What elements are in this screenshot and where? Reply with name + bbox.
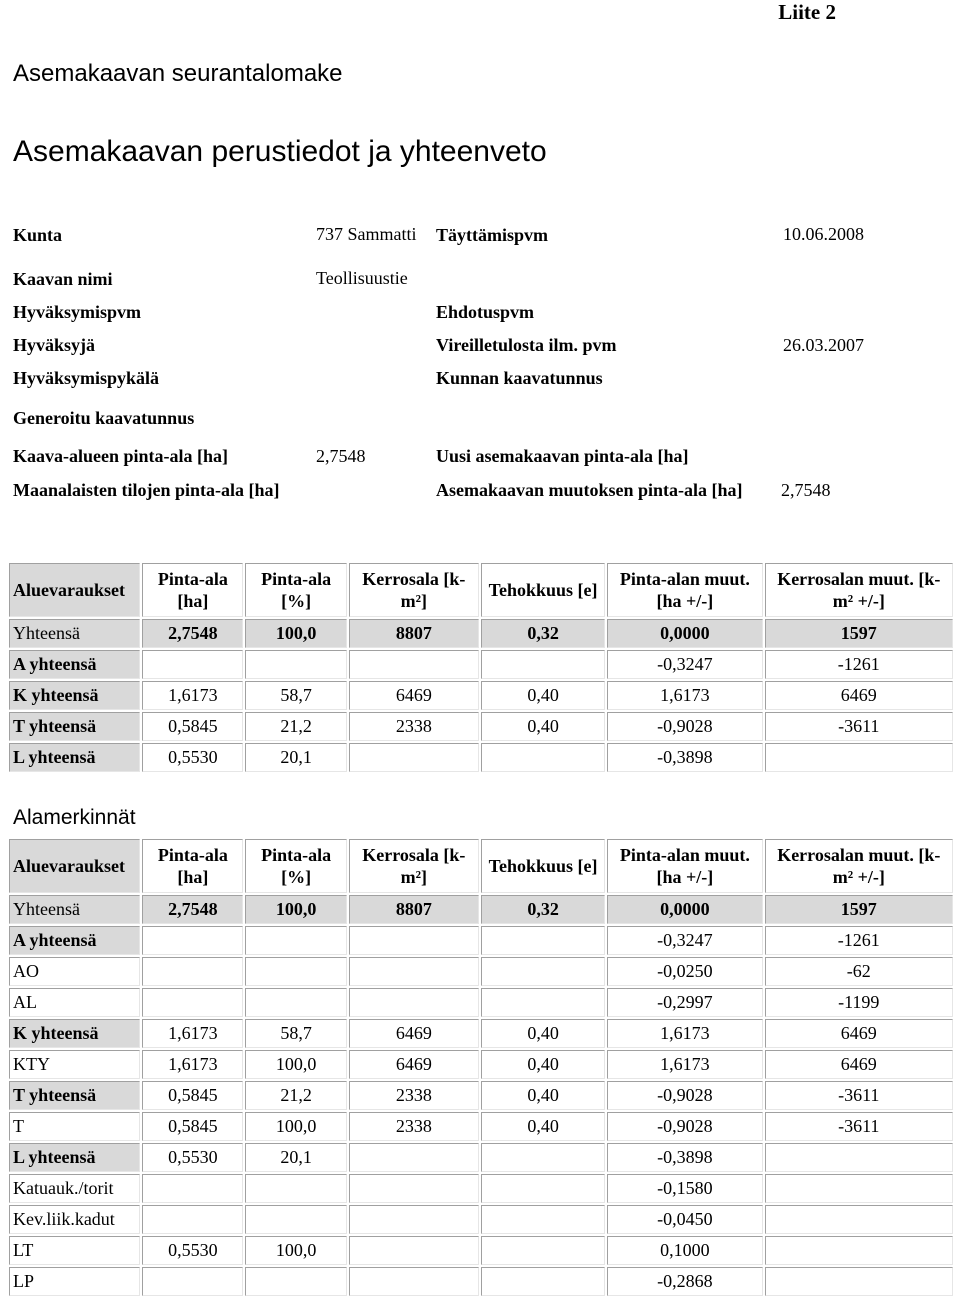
table-cell: 100,0 — [245, 895, 346, 924]
form-title: Asemakaavan seurantalomake — [13, 60, 343, 87]
table-cell: 6469 — [349, 681, 479, 710]
table-row — [9, 1019, 953, 1048]
table-cell — [349, 988, 479, 1017]
table-cell — [142, 926, 243, 955]
column-header: Kerrosala [k-m²] — [349, 563, 479, 617]
column-header: Pinta-alan muut. [ha +/-] — [607, 563, 762, 617]
table-cell: 1,6173 — [607, 681, 762, 710]
table-cell — [349, 1267, 479, 1296]
table-cell — [245, 1267, 346, 1296]
row-label: KTY — [9, 1050, 140, 1079]
table-cell — [245, 1205, 346, 1234]
table-cell: 1,6173 — [142, 681, 243, 710]
table-row — [9, 1050, 953, 1079]
table-cell: 2,7548 — [142, 895, 243, 924]
table-cell: -0,1580 — [607, 1174, 762, 1203]
table-cell — [349, 957, 479, 986]
kaava-alue-label: Kaava-alueen pinta-ala [ha] — [13, 446, 229, 466]
table-row — [9, 957, 953, 986]
row-label: T — [9, 1112, 140, 1141]
table-cell — [481, 988, 605, 1017]
table-cell: 100,0 — [245, 619, 346, 648]
appendix-label: Liite 2 — [778, 0, 836, 24]
row-label: K yhteensä — [9, 1019, 140, 1048]
alamerkinnat-table — [7, 837, 955, 1298]
table-row — [9, 1143, 953, 1172]
table-row — [9, 1112, 953, 1141]
kunnan-kaavatunnus-label: Kunnan kaavatunnus — [436, 368, 603, 388]
aluevaraukset-table — [7, 561, 955, 774]
row-label: A yhteensä — [9, 926, 140, 955]
table-cell: -0,0450 — [607, 1205, 762, 1234]
column-header: Aluevaraukset — [9, 839, 140, 893]
kaava-alue-value: 2,7548 — [316, 446, 366, 466]
alamerkinnat-title: Alamerkinnät — [13, 806, 136, 829]
table-cell — [481, 1267, 605, 1296]
table-row — [9, 1267, 953, 1296]
table-cell — [245, 650, 346, 679]
table-cell: -0,3898 — [607, 743, 762, 772]
muutoksen-value: 2,7548 — [781, 480, 831, 500]
table-cell: 0,5845 — [142, 712, 243, 741]
table-cell: 58,7 — [245, 681, 346, 710]
table-cell: 2,7548 — [142, 619, 243, 648]
table-cell: -62 — [765, 957, 953, 986]
column-header: Kerrosala [k-m²] — [349, 839, 479, 893]
table-cell: 6469 — [765, 1050, 953, 1079]
table-cell — [481, 743, 605, 772]
ehdotuspvm-label: Ehdotuspvm — [436, 302, 535, 322]
table-cell — [142, 1205, 243, 1234]
table-cell — [245, 957, 346, 986]
table-cell: 0,5845 — [142, 1081, 243, 1110]
table-cell — [349, 1205, 479, 1234]
table-row — [9, 650, 953, 679]
row-label: AO — [9, 957, 140, 986]
column-header: Pinta-alan muut. [ha +/-] — [607, 839, 762, 893]
row-label: LT — [9, 1236, 140, 1265]
table-cell — [765, 1236, 953, 1265]
vireilletulosta-label: Vireilletulosta ilm. pvm — [436, 335, 617, 355]
row-label: LP — [9, 1267, 140, 1296]
table-cell: -0,3247 — [607, 926, 762, 955]
table-cell: 100,0 — [245, 1112, 346, 1141]
column-header: Kerrosalan muut. [k-m² +/-] — [765, 839, 953, 893]
kaavan-nimi-value: Teollisuustie — [316, 268, 408, 288]
table-cell: 20,1 — [245, 743, 346, 772]
table-cell — [142, 650, 243, 679]
table-cell: 8807 — [349, 619, 479, 648]
table-cell: 21,2 — [245, 712, 346, 741]
table-cell: 1597 — [765, 895, 953, 924]
row-label: T yhteensä — [9, 712, 140, 741]
table-cell: 21,2 — [245, 1081, 346, 1110]
table-cell: 20,1 — [245, 1143, 346, 1172]
vireilletulosta-value: 26.03.2007 — [783, 335, 864, 355]
table-row — [9, 681, 953, 710]
table-cell: 0,40 — [481, 1050, 605, 1079]
table-cell — [349, 650, 479, 679]
column-header: Pinta-ala [ha] — [142, 563, 243, 617]
table-cell — [142, 988, 243, 1017]
table-cell: 58,7 — [245, 1019, 346, 1048]
column-header: Kerrosalan muut. [k-m² +/-] — [765, 563, 953, 617]
column-header: Tehokkuus [e] — [481, 839, 605, 893]
table-cell: 8807 — [349, 895, 479, 924]
table-cell — [765, 1143, 953, 1172]
table-cell: 0,40 — [481, 681, 605, 710]
tayttamispvm-value: 10.06.2008 — [783, 224, 864, 244]
row-label: A yhteensä — [9, 650, 140, 679]
muutoksen-label: Asemakaavan muutoksen pinta-ala [ha] — [436, 480, 743, 500]
table-row — [9, 1205, 953, 1234]
tayttamispvm-label: Täyttämispvm — [436, 225, 548, 245]
table-cell: 1,6173 — [607, 1050, 762, 1079]
table-cell — [142, 1174, 243, 1203]
table-cell: 1,6173 — [142, 1050, 243, 1079]
table-cell — [481, 1143, 605, 1172]
table-cell — [142, 957, 243, 986]
table-cell — [245, 926, 346, 955]
page-title: Asemakaavan perustiedot ja yhteenveto — [13, 135, 547, 168]
table-cell: -0,9028 — [607, 712, 762, 741]
table-cell — [245, 988, 346, 1017]
table-cell: -0,9028 — [607, 1112, 762, 1141]
uusi-pinta-ala-label: Uusi asemakaavan pinta-ala [ha] — [436, 446, 689, 466]
table-cell: 2338 — [349, 1112, 479, 1141]
hyvaksyja-label: Hyväksyjä — [13, 335, 96, 355]
table-cell — [481, 1174, 605, 1203]
column-header: Tehokkuus [e] — [481, 563, 605, 617]
row-label: Katuauk./torit — [9, 1174, 140, 1203]
column-header: Pinta-ala [ha] — [142, 839, 243, 893]
table-cell: 6469 — [765, 681, 953, 710]
table-cell — [349, 1236, 479, 1265]
table-cell: 6469 — [349, 1019, 479, 1048]
table-cell — [245, 1174, 346, 1203]
table-cell: 6469 — [765, 1019, 953, 1048]
table-row — [9, 743, 953, 772]
table-row — [9, 1081, 953, 1110]
table-cell: 0,0000 — [607, 895, 762, 924]
table-cell: -3611 — [765, 712, 953, 741]
table-cell: -0,3898 — [607, 1143, 762, 1172]
table-cell — [765, 1174, 953, 1203]
table-cell: 1,6173 — [607, 1019, 762, 1048]
row-label: Kev.liik.kadut — [9, 1205, 140, 1234]
table-row — [9, 712, 953, 741]
table-cell: 0,5845 — [142, 1112, 243, 1141]
table-cell: 0,40 — [481, 1081, 605, 1110]
table-cell: -3611 — [765, 1112, 953, 1141]
table-cell — [481, 926, 605, 955]
table-cell: 0,32 — [481, 619, 605, 648]
row-label: L yhteensä — [9, 1143, 140, 1172]
table-cell — [481, 957, 605, 986]
table-cell: -0,0250 — [607, 957, 762, 986]
row-label: K yhteensä — [9, 681, 140, 710]
table-cell: 0,40 — [481, 1112, 605, 1141]
row-label: Yhteensä — [9, 619, 140, 648]
table-cell — [349, 743, 479, 772]
table-cell: 2338 — [349, 712, 479, 741]
table-cell — [349, 1143, 479, 1172]
table-cell: 100,0 — [245, 1050, 346, 1079]
row-label: L yhteensä — [9, 743, 140, 772]
table-cell: -3611 — [765, 1081, 953, 1110]
table-cell — [765, 743, 953, 772]
column-header: Pinta-ala [%] — [245, 563, 346, 617]
table-cell: -1261 — [765, 650, 953, 679]
table-cell — [349, 1174, 479, 1203]
hyvaksymispykala-label: Hyväksymispykälä — [13, 368, 160, 388]
table-cell — [481, 1236, 605, 1265]
hyvaksymispvm-label: Hyväksymispvm — [13, 302, 142, 322]
table-cell: -0,2997 — [607, 988, 762, 1017]
table-row — [9, 988, 953, 1017]
table-cell — [481, 650, 605, 679]
table-cell: 1597 — [765, 619, 953, 648]
table-cell: 0,40 — [481, 1019, 605, 1048]
table-cell: 0,5530 — [142, 1236, 243, 1265]
table-cell: -0,2868 — [607, 1267, 762, 1296]
kaavan-nimi-label: Kaavan nimi — [13, 269, 113, 289]
row-label: T yhteensä — [9, 1081, 140, 1110]
table-cell: -0,9028 — [607, 1081, 762, 1110]
table-cell: -1199 — [765, 988, 953, 1017]
kunta-value: 737 Sammatti — [316, 224, 417, 244]
table-cell — [349, 926, 479, 955]
generoitu-kaavatunnus-label: Generoitu kaavatunnus — [13, 408, 195, 428]
table-cell: 1,6173 — [142, 1019, 243, 1048]
table-cell: 0,5530 — [142, 743, 243, 772]
table-cell — [765, 1205, 953, 1234]
table-cell: 0,40 — [481, 712, 605, 741]
column-header: Aluevaraukset — [9, 563, 140, 617]
table-row — [9, 895, 953, 924]
table-cell — [765, 1267, 953, 1296]
table-cell: -0,3247 — [607, 650, 762, 679]
table-cell — [142, 1267, 243, 1296]
table-cell: 6469 — [349, 1050, 479, 1079]
kunta-label: Kunta — [13, 225, 63, 245]
row-label: AL — [9, 988, 140, 1017]
table-cell: 0,5530 — [142, 1143, 243, 1172]
table-cell: 0,1000 — [607, 1236, 762, 1265]
table-cell: 0,0000 — [607, 619, 762, 648]
table-row — [9, 926, 953, 955]
table-cell: 0,32 — [481, 895, 605, 924]
table-row — [9, 1236, 953, 1265]
column-header: Pinta-ala [%] — [245, 839, 346, 893]
table-cell: 100,0 — [245, 1236, 346, 1265]
row-label: Yhteensä — [9, 895, 140, 924]
table-cell — [481, 1205, 605, 1234]
table-cell: -1261 — [765, 926, 953, 955]
table-cell: 2338 — [349, 1081, 479, 1110]
table-row — [9, 619, 953, 648]
table-row — [9, 1174, 953, 1203]
maanalaisten-label: Maanalaisten tilojen pinta-ala [ha] — [13, 480, 280, 500]
